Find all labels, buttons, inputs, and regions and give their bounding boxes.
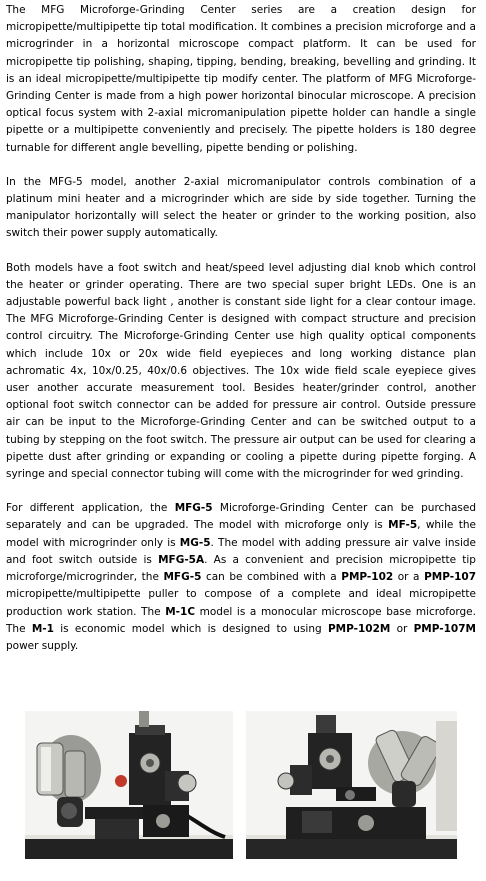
microscope-photo-illustration	[246, 711, 457, 859]
text-run: can be combined with a	[201, 571, 342, 584]
model-name: MFG-5	[174, 502, 213, 515]
text-run: Microforge-Grinding Center can be purchased separately and can be upgraded. The model with microforge only is	[6, 502, 477, 532]
model-name: PMP-102M	[327, 622, 391, 635]
text-run: , while the model with microgrinder only is	[6, 519, 476, 549]
text-run: power supply.	[6, 639, 79, 652]
text-run: . The model with adding pressure air valve inside and foot switch outside is	[6, 536, 476, 566]
text-run: For different application, the	[6, 502, 175, 515]
paragraph-mfg5-model: In the MFG-5 model, another 2-axial micromanipulator controls combination of a platinum mini heater and a microgrinder which are side by side together. Turning the manipulator horizontally will select the heater or grinder to the working position, also switch their power supply automatically.	[6, 175, 476, 240]
model-name: PMP-107M	[413, 622, 476, 635]
model-name: M-1C	[165, 605, 196, 618]
microscope-photo-illustration	[25, 711, 233, 859]
text-run: is economic model which is designed to using	[53, 622, 328, 635]
text-run: or a	[393, 571, 425, 584]
product-photos	[25, 711, 457, 859]
text-run: . As a convenient and precision micropipette tip microforge/microgrinder, the	[6, 553, 476, 584]
paragraph-overview: The MFG Microforge-Grinding Center series are a creation design for micropipette/multipipette tip total modification. It combines a precision microforge and a microgrinder in a horizontal microscope compact platform. It can be used for micropipette tip polishing, shaping, tipping, bending, breaking, bevelling and grinding. It is an ideal micropipette/multipipette tip modify center. The platform of MFG Microforge-Grinding Center is made from a high power horizontal binocular microscope. A precision optical focus system with 2-axial micromanipulation pipette holder can handle a single pipette or a multipipette conveniently and precisely. The pipette holders is 180 degree turnable for different angle bevelling, pipette bending or polishing.	[6, 4, 476, 154]
text-run: micropipette/multipipette puller to compose of a complete and ideal micropipette production work station. The	[6, 588, 476, 618]
model-name: PMP-107	[424, 571, 476, 584]
model-name: MFG-5	[163, 571, 202, 584]
article-text	[6, 0, 476, 672]
photo-microforge-side	[246, 711, 457, 859]
paragraph-models	[6, 500, 476, 655]
text-run: or	[390, 622, 414, 635]
paragraph-features: Both models have a foot switch and heat/speed level adjusting dial knob which control the heater or grinder operating. There are two special super bright LEDs. One is an adjustable powerful back light , another is constant side light for a clear contour image. The MFG Microforge-Grinding Center is designed with compact structure and precision control circuitry. The Microforge-Grinding Center use high quality optical components which include 10x or 20x wide field eyepieces and long working distance plan achromatic 4x, 10x/0.25, 40x/0.6 objectives. The 10x wide field scale eyepiece gives user another accurate measurement tool. Besides heater/grinder control, another optional foot switch connector can be added for pressure air control. Outside pressure air can be input to the Microforge-Grinding Center and can be switched output to a tubing by stepping on the foot switch. The pressure air output can be used for clearing a pipette dust after grinding or expanding or cooling a pipette during pipette forging. A syringe and special connector tubing will come with the microgrinder for wed grinding.	[6, 261, 476, 481]
model-name: PMP-102	[341, 571, 394, 584]
model-name: MG-5	[179, 536, 211, 549]
text-run: model is a monocular microscope base microforge. The	[6, 605, 476, 635]
model-name: M-1	[31, 622, 54, 635]
model-name: MFG-5A	[158, 553, 205, 566]
model-name: MF-5	[388, 519, 418, 532]
photo-microforge-front	[25, 711, 233, 859]
